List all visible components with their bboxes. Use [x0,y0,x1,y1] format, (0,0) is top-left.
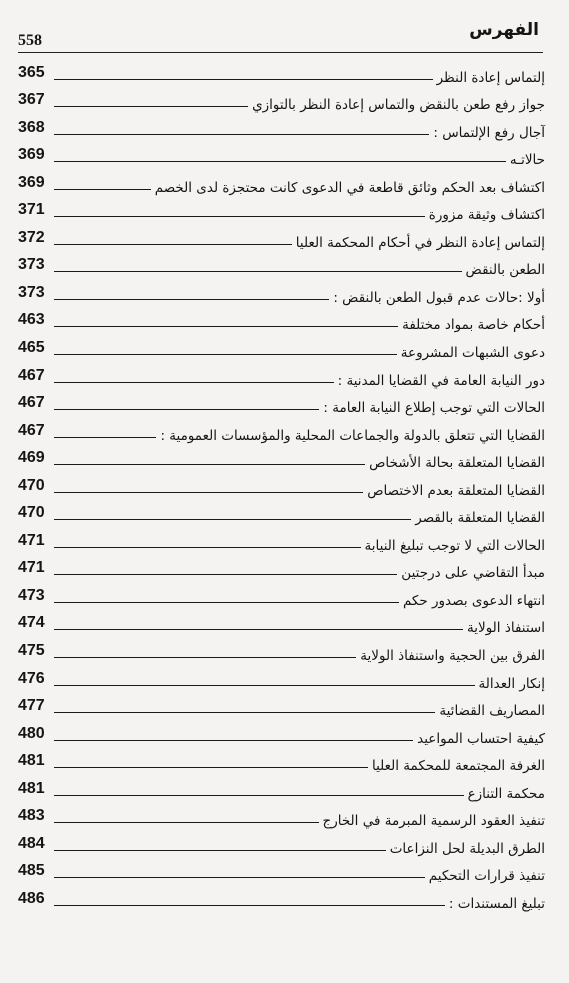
toc-entry [18,886,545,914]
toc-page-number: 481 [18,752,45,770]
toc-entry [18,418,545,446]
toc-page-number: 476 [18,669,45,687]
toc-page-number: 485 [18,862,45,880]
toc-leader-line [54,546,361,548]
toc-page-number: 373 [18,283,45,301]
toc-leader-line [54,215,425,217]
toc-page-number: 372 [18,228,45,246]
toc-page-number: 463 [18,311,45,329]
toc-leader-line [54,160,506,162]
toc-leader-line [54,491,363,493]
toc-entry-title: الحالات التي توجب إطلاع النيابة العامة : [323,400,545,417]
toc-leader-line [54,794,464,796]
toc-leader-line [54,270,462,272]
toc-leader-line [54,573,397,575]
toc-page-number: 470 [18,476,45,494]
toc-entry [18,253,545,281]
toc-page-number: 473 [18,586,45,604]
toc-page-number: 467 [18,421,45,439]
toc-entry-title: إلتماس إعادة النظر [436,69,545,86]
toc-leader-line [54,78,433,80]
toc-entry [18,804,545,832]
toc-entry [18,776,545,804]
toc-leader-line [54,684,475,686]
toc-page-number: 471 [18,559,45,577]
toc-entry [18,749,545,777]
toc-entry [18,859,545,887]
toc-entry-title: اكتشاف وثيقة مزورة [428,207,545,224]
toc-leader-line [54,408,319,410]
toc-entry-title: الفرق بين الحجية واستنفاذ الولاية [360,648,545,665]
toc-entry-title: القضايا المتعلقة بحالة الأشخاص [369,455,545,472]
toc-entry [18,583,545,611]
toc-page-number: 471 [18,531,45,549]
toc-entry [18,225,545,253]
toc-leader-line [54,628,463,630]
toc-page-number: 369 [18,146,45,164]
table-of-contents [18,60,545,914]
toc-entry-title: أحكام خاصة بمواد مختلفة [402,317,545,334]
toc-entry-title: القضايا المتعلقة بعدم الاختصاص [367,482,545,499]
toc-entry [18,170,545,198]
toc-entry [18,198,545,226]
toc-page-number: 467 [18,394,45,412]
toc-entry-title: مبدأ التقاضي على درجتين [401,565,545,582]
toc-entry-title: إنكار العدالة [478,675,545,692]
toc-entry-title: اكتشاف بعد الحكم وثائق قاطعة في الدعوى كانت محتجزة لدى الخصم [154,179,545,196]
toc-entry-title: تنفيذ قرارات التحكيم [428,868,545,885]
toc-entry-title: جواز رفع طعن بالنقض والتماس إعادة النظر بالتوازي [252,97,545,114]
toc-entry [18,666,545,694]
toc-page-number: 373 [18,256,45,274]
toc-entry [18,556,545,584]
toc-leader-line [54,463,365,465]
toc-entry-title: دور النيابة العامة في القضايا المدنية : [337,372,545,389]
toc-page-number: 475 [18,642,45,660]
toc-leader-line [54,849,386,851]
toc-entry-title: تبليغ المستندات : [448,895,545,912]
toc-page-number: 483 [18,807,45,825]
toc-entry-title: الطرق البديلة لحل النزاعات [389,840,545,857]
toc-page-number: 467 [18,366,45,384]
toc-entry [18,60,545,88]
toc-entry [18,721,545,749]
toc-entry [18,143,545,171]
toc-leader-line [54,325,398,327]
toc-entry-title: أولا :حالات عدم قبول الطعن بالنقض : [333,289,545,306]
toc-entry [18,611,545,639]
toc-leader-line [54,711,435,713]
toc-entry-title: القضايا المتعلقة بالقصر [415,510,545,527]
toc-entry-title: محكمة التنازع [467,785,545,802]
toc-entry [18,831,545,859]
toc-entry-title: الحالات التي لا توجب تبليغ النيابة [364,537,545,554]
toc-page-number: 369 [18,173,45,191]
toc-page-number: 474 [18,614,45,632]
toc-entry [18,694,545,722]
toc-entry-title: كيفية احتساب المواعيد [417,730,545,747]
toc-page-number: 470 [18,504,45,522]
toc-leader-line [54,656,356,658]
toc-entry [18,363,545,391]
toc-leader-line [54,353,397,355]
toc-leader-line [54,188,151,190]
toc-leader-line [54,243,292,245]
toc-page-number: 481 [18,779,45,797]
toc-entry [18,335,545,363]
toc-entry-title: حالاتـه [509,152,545,169]
toc-entry [18,280,545,308]
toc-entry-title: الطعن بالنقض [465,262,545,279]
running-title: الفهرس [469,20,539,40]
toc-page-number: 480 [18,724,45,742]
toc-entry-title: الغرفة المجتمعة للمحكمة العليا [371,758,545,775]
toc-entry [18,88,545,116]
toc-entry-title: تنفيذ العقود الرسمية المبرمة في الخارج [322,813,545,830]
toc-entry-title: انتهاء الدعوى بصدور حكم [402,592,545,609]
toc-page-number: 365 [18,63,45,81]
toc-entry-title: القضايا التي تتعلق بالدولة والجماعات المحلية والمؤسسات العمومية : [160,427,545,444]
toc-entry [18,501,545,529]
toc-leader-line [54,739,413,741]
toc-entry-title: دعوى الشبهات المشروعة [400,345,545,362]
toc-entry [18,528,545,556]
toc-leader-line [54,381,334,383]
toc-page-number: 465 [18,339,45,357]
toc-page-number: 469 [18,449,45,467]
toc-entry [18,391,545,419]
toc-leader-line [54,876,425,878]
page-number: 558 [18,32,42,49]
toc-page-number: 484 [18,834,45,852]
toc-leader-line [54,766,368,768]
toc-page-number: 371 [18,201,45,219]
page-header [18,22,543,53]
toc-entry [18,638,545,666]
toc-leader-line [54,904,445,906]
toc-leader-line [54,105,248,107]
toc-page-number: 368 [18,118,45,136]
toc-entry-title: آجال رفع الإلتماس : [433,124,545,141]
toc-entry [18,308,545,336]
toc-entry [18,473,545,501]
toc-page-number: 477 [18,697,45,715]
toc-page-number: 486 [18,889,45,907]
toc-page-number: 367 [18,91,45,109]
toc-leader-line [54,518,411,520]
toc-entry-title: المصاريف القضائية [439,703,545,720]
toc-leader-line [54,601,399,603]
toc-entry-title: استنفاذ الولاية [467,620,545,637]
toc-leader-line [54,133,429,135]
toc-entry [18,115,545,143]
toc-leader-line [54,298,329,300]
toc-entry [18,446,545,474]
toc-leader-line [54,821,319,823]
toc-entry-title: إلتماس إعادة النظر في أحكام المحكمة العليا [295,234,545,251]
toc-leader-line [54,436,156,438]
